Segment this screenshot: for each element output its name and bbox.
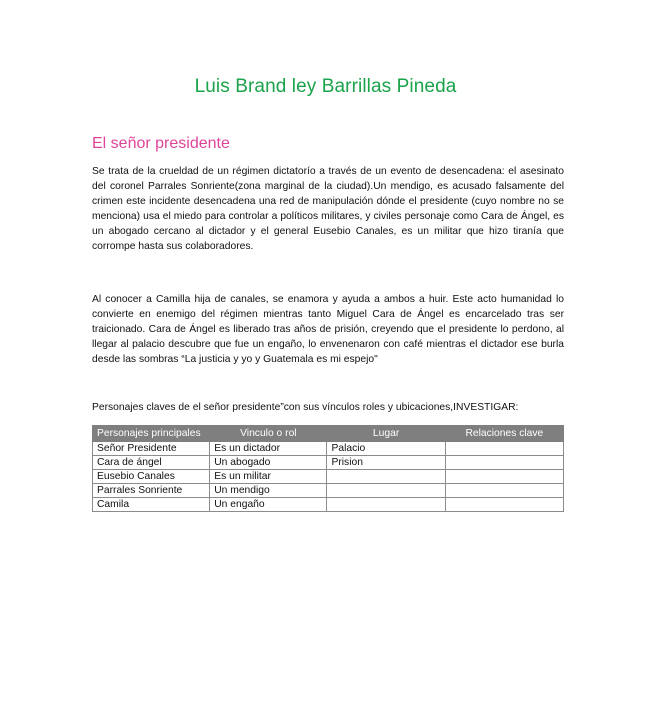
paragraph-1: Se trata de la crueldad de un régimen dictatorío a través de un evento de desencadena: el asesinato del coronel Parrales Sonriente(zona marginal de la ciudad).Un mendigo, es acusado falsamente del crimen este incidente desencadena una red de manipulación dónde el presidente (cuyo nombre no se menciona) usa el miedo para controlar a políticos militares, y civiles personaje como Cara de Ángel, es un abogado cercano al dictador y el general Eusebio Canales, es un militar que hizo tiranía que corrompe hasta sus colaboradores.	[92, 166, 564, 253]
header-cell-place: Lugar	[327, 426, 445, 442]
table-cell: Un abogado	[210, 456, 327, 470]
table-cell	[445, 470, 563, 484]
table-cell: Palacio	[327, 442, 445, 456]
table-cell: Parrales Sonriente	[93, 484, 210, 498]
header-cell-role: Vinculo o rol	[210, 426, 327, 442]
header-cell-relations: Relaciones clave	[445, 426, 563, 442]
table-cell: Un engaño	[210, 498, 327, 512]
characters-table	[92, 425, 564, 512]
table-cell	[327, 484, 445, 498]
table-cell: Es un dictador	[210, 442, 327, 456]
table-row	[93, 484, 564, 498]
table-cell: Un mendigo	[210, 484, 327, 498]
header-cell-characters: Personajes principales	[93, 426, 210, 442]
table-row	[93, 470, 564, 484]
table-cell	[445, 456, 563, 470]
paragraph-3: Personajes claves de el señor presidente”con sus vínculos roles y ubicaciones,INVESTIGAR:	[92, 402, 519, 413]
paragraph-2: Al conocer a Camilla hija de canales, se enamora y ayuda a ambos a huir. Este acto humanidad lo convierte en enemigo del régimen mientras tanto Miguel Cara de Ángel es encarcelado tras ser traicionado. Cara de Ángel es liberado tras años de prisión, creyendo que el presidente lo perdono, al llegar al palacio descubre que fue un engaño, lo envenenaron con café mientras el dictador ese burla desde las sombras “La justicia y yo y Guatemala es mi espejo"	[92, 294, 564, 366]
section-heading: El señor presidente	[92, 135, 230, 152]
table-cell	[327, 498, 445, 512]
table-cell: Cara de ángel	[93, 456, 210, 470]
table-cell	[327, 470, 445, 484]
table-cell	[445, 498, 563, 512]
table-cell: Es un militar	[210, 470, 327, 484]
table-header-row	[93, 426, 564, 442]
table-row	[93, 498, 564, 512]
document-title: Luis Brand ley Barrillas Pineda	[194, 76, 457, 97]
table-row	[93, 456, 564, 470]
table-cell	[445, 484, 563, 498]
table-cell	[445, 442, 563, 456]
table-cell: Eusebio Canales	[93, 470, 210, 484]
table-cell: Señor Presidente	[93, 442, 210, 456]
table-row	[93, 442, 564, 456]
table-cell: Camila	[93, 498, 210, 512]
table-cell: Prision	[327, 456, 445, 470]
